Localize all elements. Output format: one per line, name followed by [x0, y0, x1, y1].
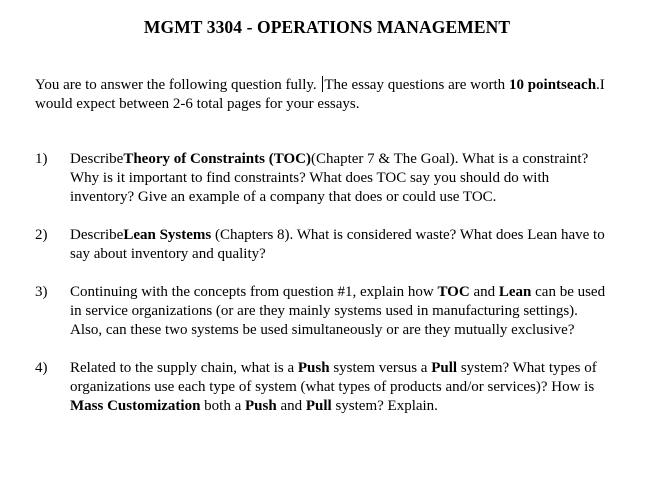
- intro-paragraph: [35, 76, 635, 114]
- question-text-segment: Describe: [70, 151, 124, 167]
- intro-text-2: The essay questions are worth: [324, 77, 509, 93]
- question-bold-term: Lean: [498, 284, 532, 300]
- question-text-segment: and: [469, 284, 499, 300]
- intro-text-1: You are to answer the following question fully.: [35, 77, 321, 93]
- question-bold-term: Lean Systems: [123, 227, 212, 243]
- question-text: [70, 226, 610, 264]
- question-text-segment: system? Explain.: [331, 398, 438, 414]
- question-number: 4): [35, 360, 48, 376]
- question-bold-term: Theory of Constraints (TOC): [123, 151, 311, 167]
- question-text: [70, 283, 610, 340]
- question-item: [35, 150, 635, 207]
- question-number: 1): [35, 151, 48, 167]
- document-title: MGMT 3304 - OPERATIONS MANAGEMENT: [143, 17, 511, 37]
- question-text-segment: system versus a: [329, 360, 432, 376]
- intro-text-3: .I would expect between 2-6 total pages for your essays.: [35, 77, 605, 112]
- question-bold-term: Pull: [305, 398, 332, 414]
- question-text-segment: system? What types of organizations use each type of system (what types of products and/or services)? How is: [70, 360, 597, 395]
- question-bold-term: Push: [245, 398, 277, 414]
- question-item: [35, 359, 635, 416]
- question-number: 3): [35, 284, 48, 300]
- question-text: [70, 150, 610, 207]
- intro-points-bold: 10 pointseach: [508, 77, 597, 93]
- question-text-segment: Continuing with the concepts from question #1, explain how: [70, 284, 438, 300]
- question-text-segment: (Chapter 7 & The Goal). What is a constraint? Why is it important to find constraints? What does TOC say you should do with inventory? Give an example of a company that does or could use TOC.: [70, 151, 589, 205]
- question-text-segment: Describe: [70, 227, 124, 243]
- question-bold-term: Mass Customization: [70, 398, 201, 414]
- question-bold-term: Pull: [431, 360, 458, 376]
- question-text-segment: and: [276, 398, 306, 414]
- question-text-segment: Related to the supply chain, what is a: [70, 360, 298, 376]
- question-bold-term: TOC: [437, 284, 470, 300]
- question-number: 2): [35, 227, 48, 243]
- question-text-segment: can be used in service organizations (or are they mainly systems used in manufacturing settings). Also, can these two systems be used simultaneously or are they mutually exclusive?: [70, 284, 606, 338]
- question-text-segment: both a: [200, 398, 245, 414]
- question-item: [35, 226, 635, 264]
- question-item: [35, 283, 635, 340]
- question-text: [70, 359, 610, 416]
- question-text-segment: (Chapters 8). What is considered waste? What does Lean have to say about inventory and quality?: [70, 227, 605, 262]
- question-bold-term: Push: [297, 360, 330, 376]
- question-list: [35, 150, 635, 435]
